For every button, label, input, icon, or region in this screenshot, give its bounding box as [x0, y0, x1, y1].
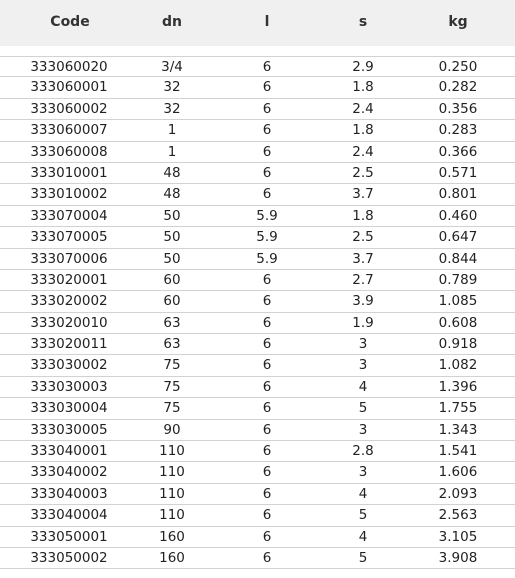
cell-kg: 0.366 [438, 143, 478, 160]
table-body [0, 56, 515, 569]
cell-code: 333020011 [30, 336, 108, 353]
table-row [0, 99, 515, 120]
cell-dn: 50 [163, 250, 181, 267]
cell-kg: 0.844 [438, 250, 478, 267]
cell-dn: 160 [159, 549, 185, 566]
cell-kg: 0.460 [438, 207, 478, 224]
cell-dn: 110 [159, 443, 185, 460]
cell-l: 6 [262, 357, 272, 374]
table-row [0, 462, 515, 483]
cell-s: 2.8 [352, 443, 374, 460]
cell-kg: 1.396 [438, 378, 478, 395]
cell-l: 6 [262, 443, 272, 460]
cell-kg: 0.918 [438, 336, 478, 353]
cell-l: 6 [262, 485, 272, 502]
table-row [0, 313, 515, 334]
table-row [0, 420, 515, 441]
table-row [0, 505, 515, 526]
cell-s: 2.5 [352, 229, 374, 246]
cell-dn: 48 [163, 164, 181, 181]
cell-code: 333040003 [30, 485, 108, 502]
header-code: Code [50, 14, 90, 30]
cell-kg: 0.571 [438, 164, 478, 181]
cell-code: 333030004 [30, 400, 108, 417]
cell-l: 6 [262, 271, 272, 288]
cell-l: 6 [262, 528, 272, 545]
cell-l: 6 [262, 314, 272, 331]
cell-kg: 1.343 [438, 421, 478, 438]
header-dn: dn [162, 14, 182, 30]
cell-kg: 0.801 [438, 186, 478, 203]
cell-s: 2.7 [352, 271, 374, 288]
cell-l: 6 [262, 164, 272, 181]
cell-kg: 1.082 [438, 357, 478, 374]
table-row [0, 334, 515, 355]
cell-code: 333060002 [30, 100, 108, 117]
cell-dn: 110 [159, 464, 185, 481]
cell-code: 333060020 [30, 59, 108, 75]
cell-kg: 0.356 [438, 100, 478, 117]
cell-kg: 0.283 [438, 122, 478, 139]
table-row [0, 441, 515, 462]
table-row [0, 270, 515, 291]
cell-s: 2.4 [352, 143, 374, 160]
cell-dn: 32 [163, 100, 181, 117]
cell-code: 333010002 [30, 186, 108, 203]
cell-l: 6 [262, 122, 272, 139]
cell-dn: 110 [159, 507, 185, 524]
table-row [0, 184, 515, 205]
cell-code: 333060007 [30, 122, 108, 139]
cell-dn: 90 [163, 421, 181, 438]
cell-s: 3.7 [352, 250, 374, 267]
cell-s: 4 [358, 485, 368, 502]
cell-s: 1.9 [352, 314, 374, 331]
cell-code: 333020010 [30, 314, 108, 331]
cell-code: 333040001 [30, 443, 108, 460]
cell-kg: 0.282 [438, 79, 478, 96]
cell-dn: 60 [163, 271, 181, 288]
cell-kg: 1.606 [438, 464, 478, 481]
cell-l: 6 [262, 507, 272, 524]
cell-s: 5 [358, 507, 368, 524]
cell-code: 333070004 [30, 207, 108, 224]
cell-l: 6 [262, 549, 272, 566]
table-row [0, 291, 515, 312]
table-row [0, 227, 515, 248]
cell-kg: 1.755 [438, 400, 478, 417]
cell-s: 4 [358, 378, 368, 395]
cell-l: 6 [262, 336, 272, 353]
cell-l: 6 [262, 400, 272, 417]
cell-l: 6 [262, 59, 272, 75]
cell-dn: 3/4 [161, 59, 183, 75]
table-row [0, 527, 515, 548]
cell-s: 5 [358, 400, 368, 417]
cell-l: 6 [262, 293, 272, 310]
cell-code: 333050002 [30, 549, 108, 566]
table-row [0, 249, 515, 270]
cell-s: 3.9 [352, 293, 374, 310]
cell-l: 6 [262, 100, 272, 117]
cell-code: 333060001 [30, 79, 108, 96]
cell-l: 6 [262, 464, 272, 481]
table-row [0, 77, 515, 98]
table-row [0, 548, 515, 569]
cell-s: 5 [358, 549, 368, 566]
cell-kg: 3.105 [438, 528, 478, 545]
cell-s: 3.7 [352, 186, 374, 203]
table-row [0, 484, 515, 505]
cell-dn: 75 [163, 357, 181, 374]
cell-s: 2.5 [352, 164, 374, 181]
cell-s: 1.8 [352, 207, 374, 224]
cell-kg: 0.647 [438, 229, 478, 246]
cell-code: 333030005 [30, 421, 108, 438]
cell-s: 2.9 [352, 59, 374, 75]
cell-l: 5.9 [256, 250, 278, 267]
cell-l: 6 [262, 186, 272, 203]
cell-dn: 1 [167, 122, 177, 139]
cell-s: 3 [358, 357, 368, 374]
cell-l: 6 [262, 79, 272, 96]
table-row [0, 142, 515, 163]
cell-dn: 32 [163, 79, 181, 96]
cell-l: 6 [262, 378, 272, 395]
cell-dn: 110 [159, 485, 185, 502]
table-row [0, 355, 515, 376]
cell-dn: 63 [163, 336, 181, 353]
cell-dn: 50 [163, 229, 181, 246]
table-row [0, 120, 515, 141]
cell-s: 1.8 [352, 79, 374, 96]
cell-code: 333020002 [30, 293, 108, 310]
cell-kg: 2.563 [438, 507, 478, 524]
cell-l: 6 [262, 421, 272, 438]
cell-kg: 1.541 [438, 443, 478, 460]
cell-s: 2.4 [352, 100, 374, 117]
cell-dn: 75 [163, 400, 181, 417]
header-l: l [264, 14, 270, 30]
cell-dn: 1 [167, 143, 177, 160]
cell-l: 6 [262, 143, 272, 160]
cell-kg: 0.250 [438, 59, 478, 75]
cell-dn: 60 [163, 293, 181, 310]
cell-s: 3 [358, 336, 368, 353]
cell-kg: 2.093 [438, 485, 478, 502]
cell-s: 4 [358, 528, 368, 545]
cell-s: 3 [358, 464, 368, 481]
cell-code: 333030003 [30, 378, 108, 395]
cell-dn: 48 [163, 186, 181, 203]
header-s: s [358, 14, 368, 30]
cell-dn: 75 [163, 378, 181, 395]
cell-l: 5.9 [256, 207, 278, 224]
cell-kg: 3.908 [438, 549, 478, 566]
table-row [0, 56, 515, 77]
cell-code: 333060008 [30, 143, 108, 160]
table-row [0, 206, 515, 227]
cell-dn: 160 [159, 528, 185, 545]
cell-code: 333040002 [30, 464, 108, 481]
table-row [0, 377, 515, 398]
cell-s: 1.8 [352, 122, 374, 139]
cell-s: 3 [358, 421, 368, 438]
cell-kg: 0.608 [438, 314, 478, 331]
cell-dn: 63 [163, 314, 181, 331]
cell-code: 333050001 [30, 528, 108, 545]
cell-kg: 0.789 [438, 271, 478, 288]
cell-code: 333010001 [30, 164, 108, 181]
header-kg: kg [448, 14, 468, 30]
cell-dn: 50 [163, 207, 181, 224]
cell-l: 5.9 [256, 229, 278, 246]
cell-kg: 1.085 [438, 293, 478, 310]
table-header [0, 0, 515, 46]
cell-code: 333070005 [30, 229, 108, 246]
cell-code: 333020001 [30, 271, 108, 288]
table-row [0, 398, 515, 419]
table-row [0, 163, 515, 184]
cell-code: 333040004 [30, 507, 108, 524]
cell-code: 333070006 [30, 250, 108, 267]
cell-code: 333030002 [30, 357, 108, 374]
